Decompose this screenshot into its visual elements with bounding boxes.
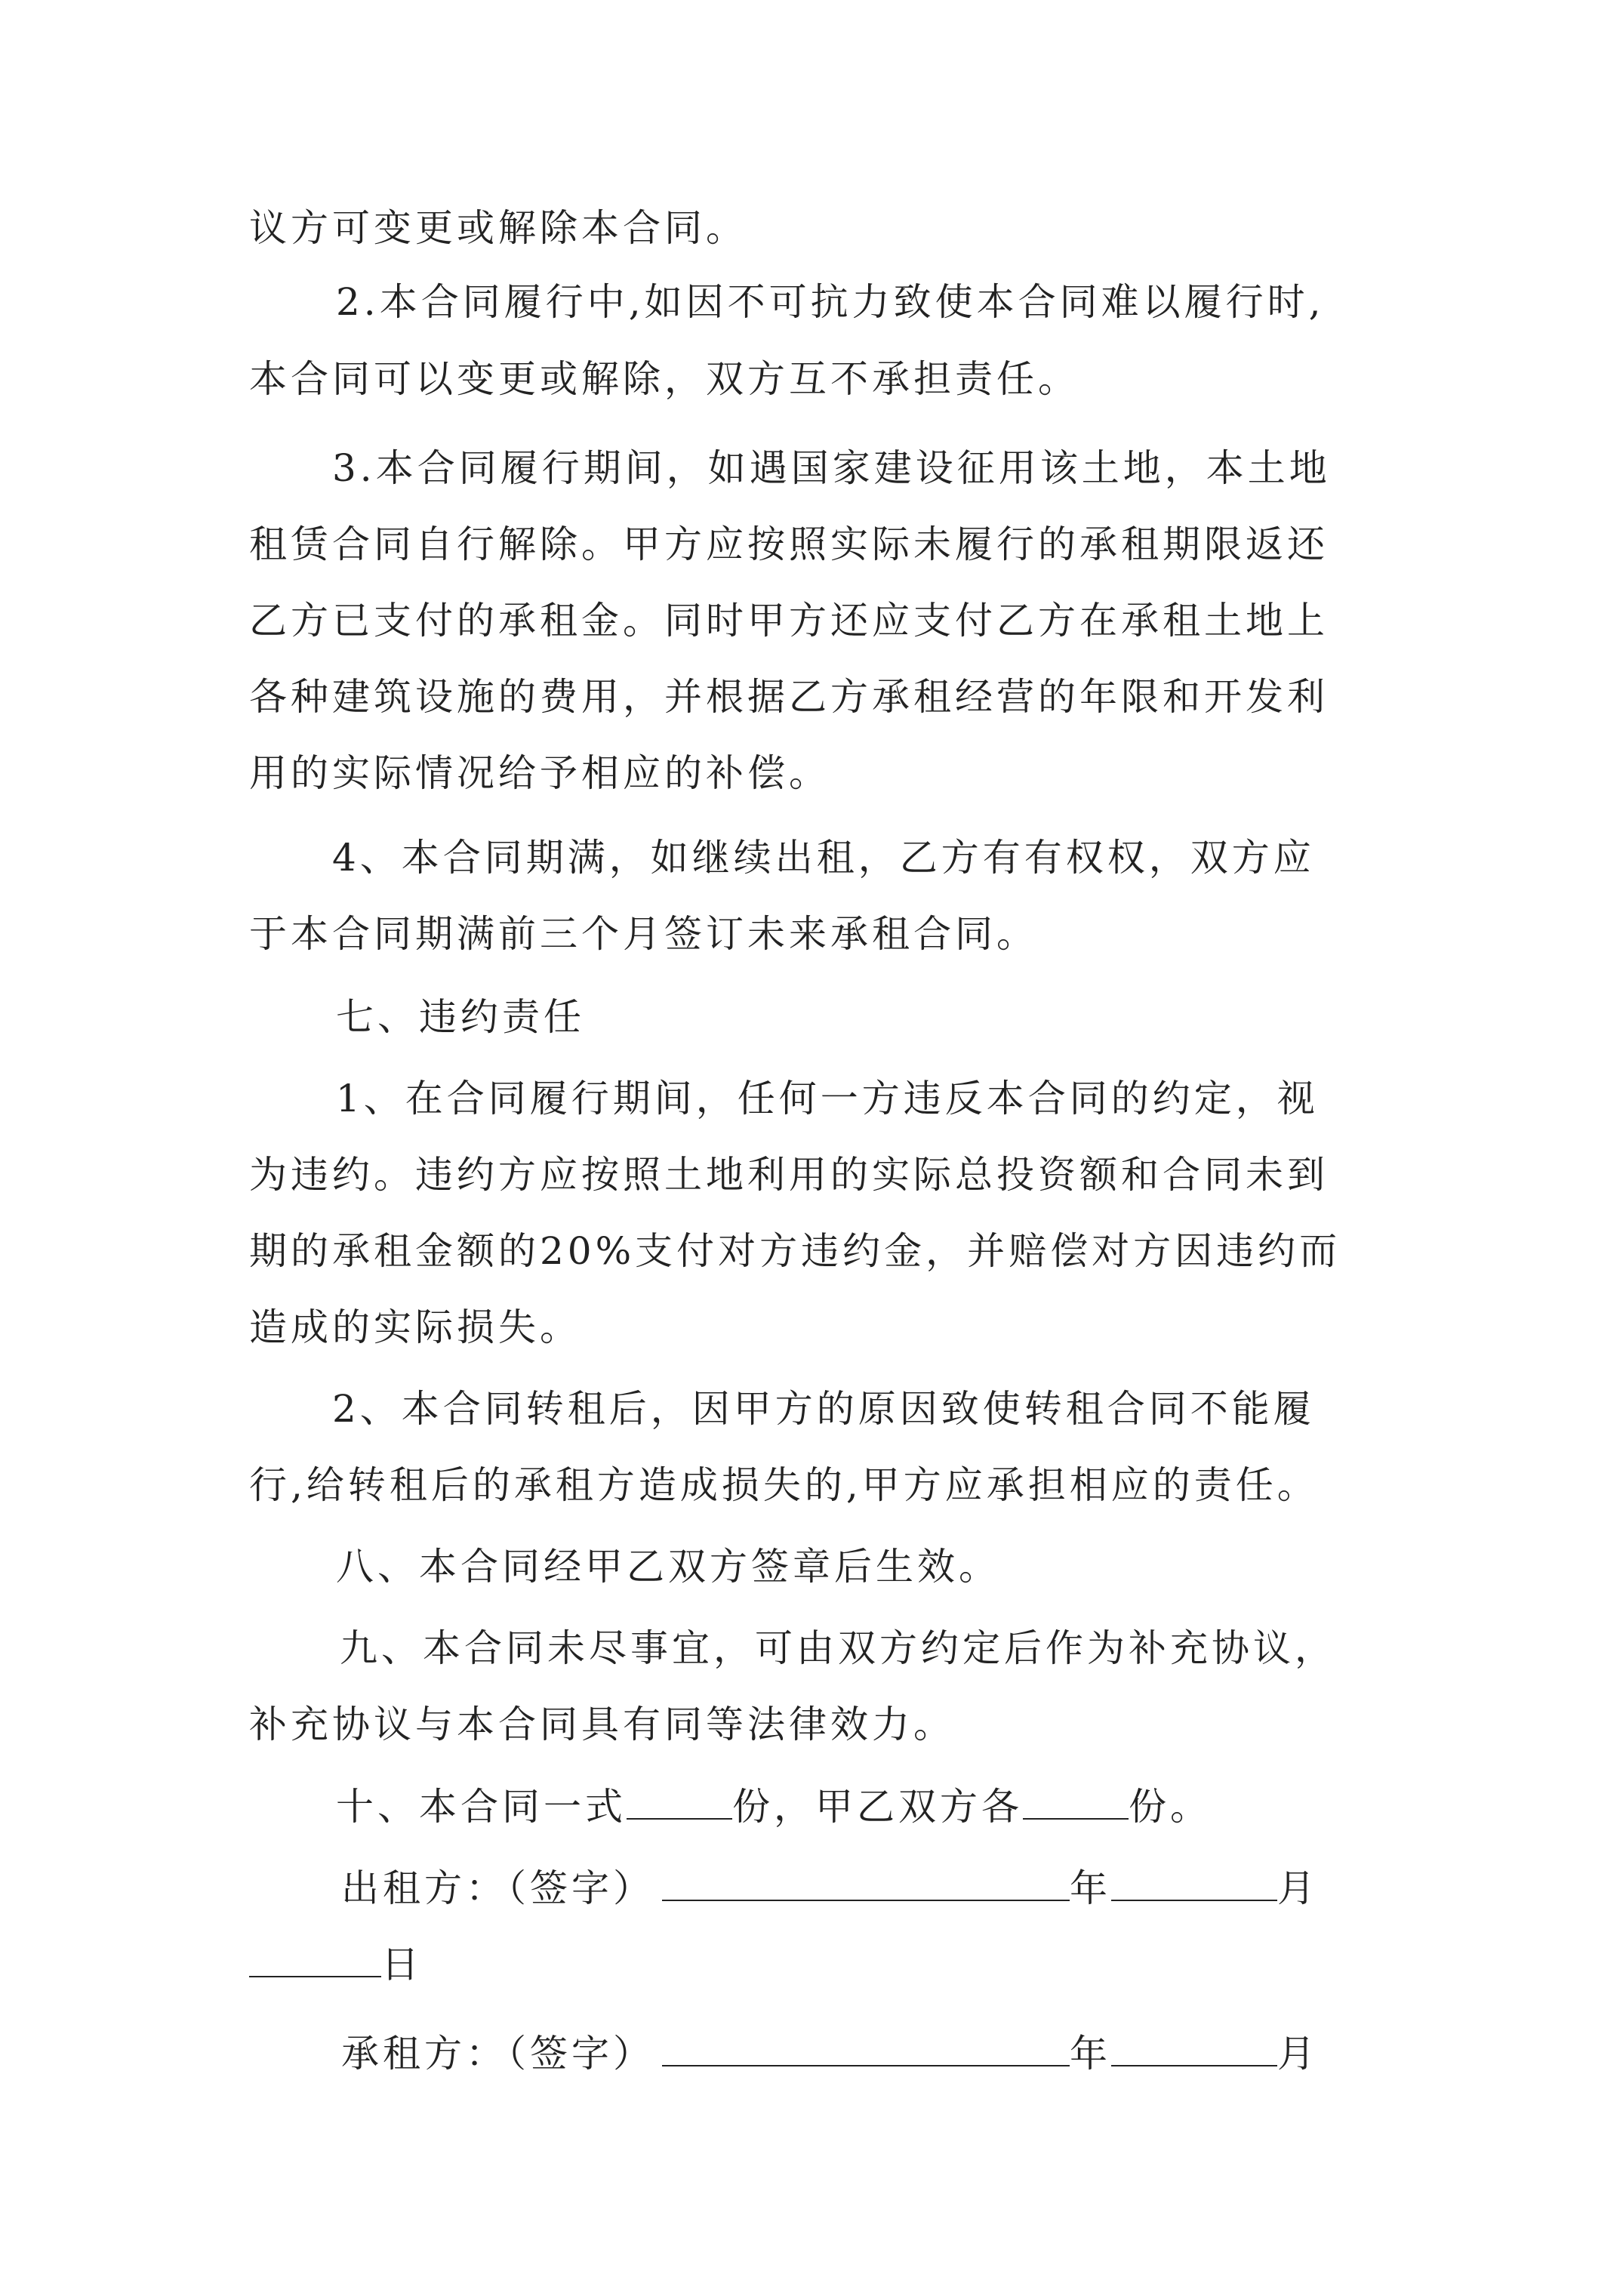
paragraph-line: 造成的实际损失。 <box>249 1305 581 1349</box>
paragraph-line: 2、本合同转租后，因甲方的原因致使转租合同不能履 <box>332 1387 1315 1431</box>
lessor-year-label: 年 <box>1070 1866 1111 1910</box>
paragraph-line: 期的承租金额的20%支付对方违约金，并赔偿对方因违约而 <box>249 1229 1341 1273</box>
paragraph-line: 九、本合同未尽事宜，可由双方约定后作为补充协议， <box>340 1626 1336 1670</box>
lessee-signature-blank <box>662 2030 1070 2066</box>
copies-total-blank <box>627 1783 732 1820</box>
lessor-day-line <box>249 1941 423 1987</box>
paragraph-line: 为违约。违约方应按照土地利用的实际总投资额和合同未到 <box>249 1153 1329 1197</box>
paragraph-line: 本合同可以变更或解除，双方互不承担责任。 <box>249 357 1079 401</box>
lessor-signature-blank <box>662 1865 1070 1901</box>
paragraph-line: 八、本合同经甲乙双方签章后生效。 <box>336 1545 1000 1589</box>
lessor-day-label: 日 <box>381 1943 423 1986</box>
paragraph-line: 1、在合同履行期间，任何一方违反本合同的约定，视 <box>336 1077 1319 1120</box>
copies-suffix: 份。 <box>1129 1785 1212 1829</box>
lessee-month-label: 月 <box>1277 2032 1319 2076</box>
paragraph-line: 乙方已支付的承租金。同时甲方还应支付乙方在承租土地上 <box>249 599 1329 643</box>
paragraph-line: 各种建筑设施的费用，并根据乙方承租经营的年限和开发利 <box>249 675 1329 719</box>
copies-prefix: 十、本合同一式 <box>336 1785 627 1829</box>
lessor-month-label: 月 <box>1277 1866 1319 1910</box>
lessee-label: 承租方：（签字） <box>341 2032 654 2076</box>
paragraph-line: 补充协议与本合同具有同等法律效力。 <box>249 1703 955 1746</box>
lessor-label: 出租方：（签字） <box>341 1866 654 1910</box>
paragraph-line: 议方可变更或解除本合同。 <box>249 206 747 250</box>
paragraph-line: 4、本合同期满，如继续出租，乙方有有权权，双方应 <box>332 836 1315 880</box>
paragraph-line: 2.本合同履行中,如因不可抗力致使本合同难以履行时, <box>336 280 1325 324</box>
paragraph-line: 租赁合同自行解除。甲方应按照实际未履行的承租期限返还 <box>249 522 1329 566</box>
section-heading: 七、违约责任 <box>336 995 585 1039</box>
copies-mid: 份，甲乙双方各 <box>732 1785 1023 1829</box>
paragraph-line: 行,给转租后的承租方造成损失的,甲方应承担相应的责任。 <box>249 1463 1319 1507</box>
lessor-month-blank <box>1111 1865 1277 1901</box>
lessor-day-blank <box>249 1941 381 1977</box>
copies-each-blank <box>1023 1783 1129 1820</box>
lessee-signature-line <box>341 2030 1319 2076</box>
paragraph-line: 3.本合同履行期间，如遇国家建设征用该土地，本土地 <box>332 446 1331 490</box>
copies-clause <box>336 1783 1212 1829</box>
lessor-signature-line <box>341 1865 1319 1911</box>
lessee-month-blank <box>1111 2030 1277 2066</box>
paragraph-line: 于本合同期满前三个月签订未来承租合同。 <box>249 912 1038 956</box>
lessee-year-label: 年 <box>1070 2032 1111 2076</box>
paragraph-line: 用的实际情况给予相应的补偿。 <box>249 751 830 795</box>
